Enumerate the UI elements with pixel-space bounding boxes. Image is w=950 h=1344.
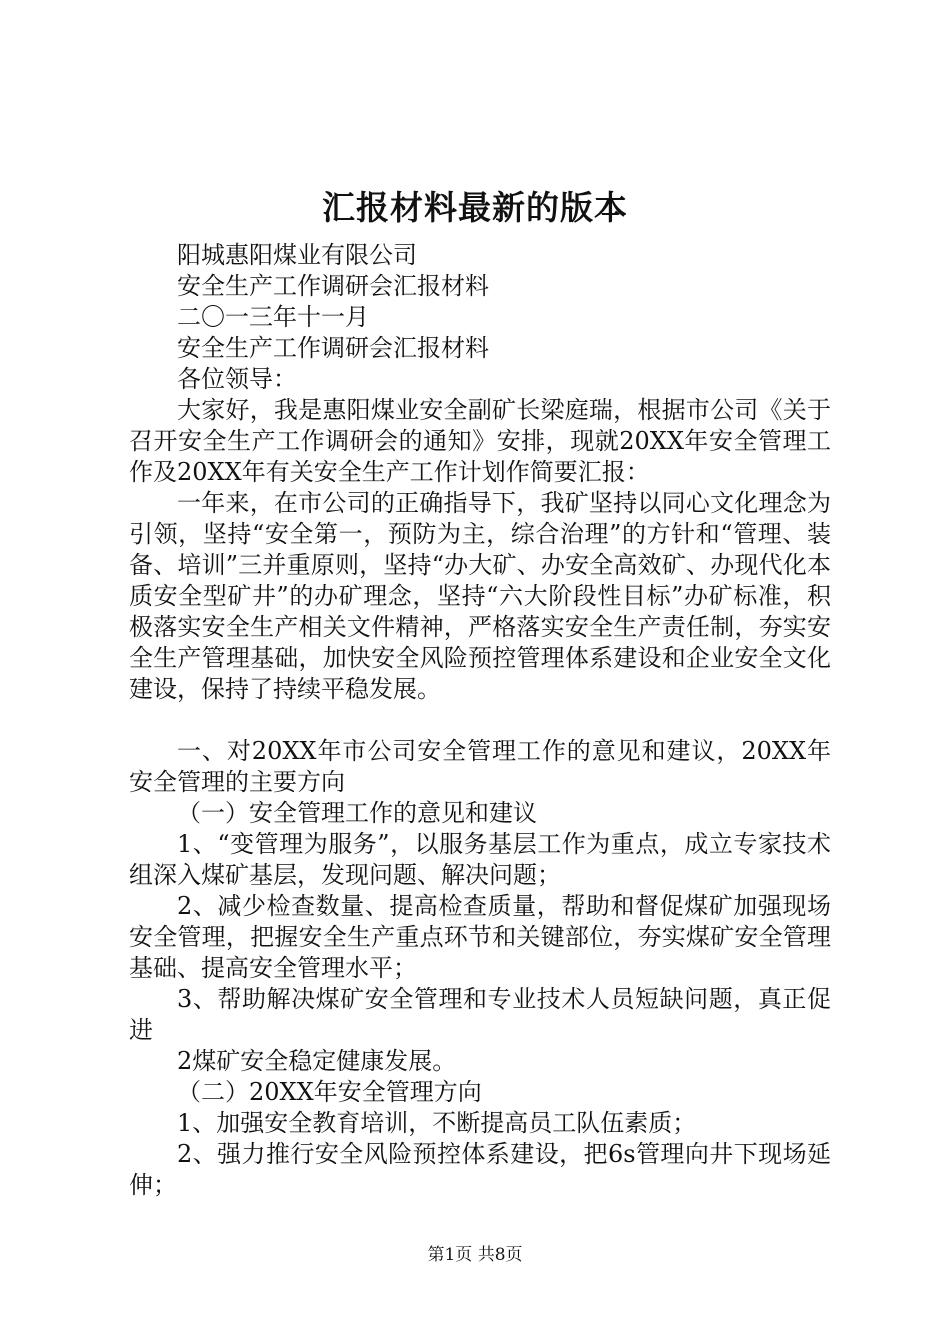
direction-item-2: 2、强力推行安全风险预控体系建设，把6s管理向井下现场延伸； xyxy=(129,1140,831,1199)
salutation-line: 各位领导： xyxy=(177,365,297,393)
list-item-3-continued: 2煤矿安全稳定健康发展。 xyxy=(177,1047,457,1075)
direction-item-1: 1、加强安全教育培训，不断提高员工队伍素质； xyxy=(177,1109,697,1137)
section-heading-1: 一、对20XX年市公司安全管理工作的意见和建议，20XX年安全管理的主要方向 xyxy=(129,737,831,796)
summary-paragraph: 一年来，在市公司的正确指导下，我矿坚持以同心文化理念为引领，坚持“安全第一，预防为主，综合治理”的方针和“管理、装备、培训”三并重原则，坚持“办大矿、办安全高效矿、办现代化本质安全型矿井”的办矿理念，坚持“六大阶段性目标”办矿标准，积极落实安全生产相关文件精神，严格落实安全生产责任制，夯实安全生产管理基础，加快安全风险预控管理体系建设和企业安全文化建设，保持了持续平稳发展。 xyxy=(129,489,831,703)
intro-paragraph: 大家好，我是惠阳煤业安全副矿长梁庭瑞，根据市公司《关于召开安全生产工作调研会的通知》安排，现就20XX年安全管理工作及20XX年有关安全生产工作计划作简要汇报： xyxy=(129,396,831,486)
date-line: 二〇一三年十一月 xyxy=(177,303,369,331)
subsection-heading-2: （二）20XX年安全管理方向 xyxy=(177,1078,482,1106)
company-name-line: 阳城惠阳煤业有限公司 xyxy=(177,241,417,269)
list-item-3: 3、帮助解决煤矿安全管理和专业技术人员短缺问题，真正促进 xyxy=(129,985,831,1044)
list-item-2: 2、减少检查数量、提高检查质量，帮助和督促煤矿加强现场安全管理，把握安全生产重点环节和关键部位，夯实煤矿安全管理基础、提高安全管理水平； xyxy=(129,892,831,982)
subsection-heading-1: （一）安全管理工作的意见和建议 xyxy=(177,799,537,827)
report-subtitle-line: 安全生产工作调研会汇报材料 xyxy=(177,272,489,300)
document-title: 汇报材料最新的版本 xyxy=(322,188,628,227)
document-body xyxy=(129,240,831,1201)
page-number-footer: 第1页 共8页 xyxy=(427,1245,523,1265)
list-item-1: 1、“变管理为服务”，以服务基层工作为重点，成立专家技术组深入煤矿基层，发现问题、解决问题； xyxy=(129,830,831,889)
report-heading-line: 安全生产工作调研会汇报材料 xyxy=(177,334,489,362)
